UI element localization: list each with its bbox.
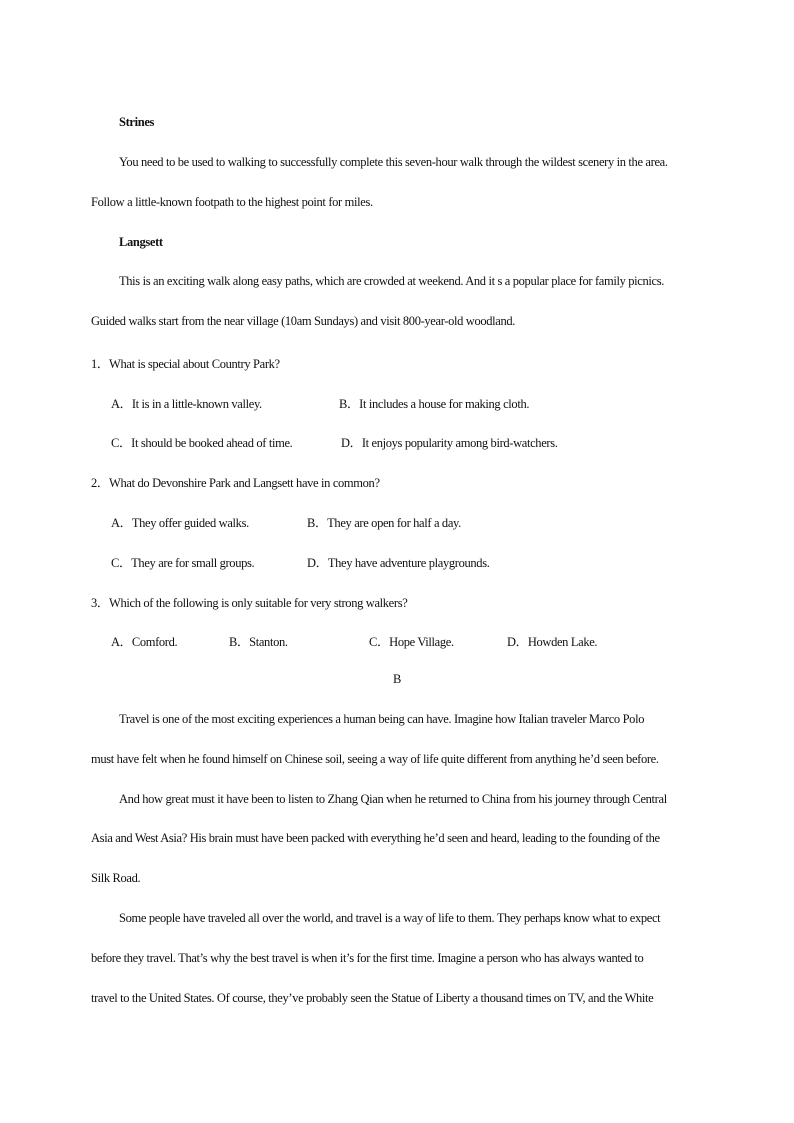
section-b-line-5: Silk Road. [91, 871, 141, 885]
section-b-line-8: travel to the United States. Of course, they’ve probably seen the Statue of Liberty a thousand times on TV, and the White [91, 991, 654, 1005]
langsett-paragraph-line-2: Guided walks start from the near village (10am Sundays) and visit 800-year-old woodland. [91, 314, 516, 328]
section-b-line-7: before they travel. That’s why the best travel is when it’s for the first time. Imagine a person who has always wanted to [91, 951, 644, 965]
question-2-option-c: C．They are for small groups. [111, 556, 255, 570]
question-3-option-a: A．Comford. [111, 635, 178, 649]
strines-paragraph-line-2: Follow a little-known footpath to the highest point for miles. [91, 195, 373, 209]
question-1-option-c: C．It should be booked ahead of time. [111, 436, 293, 450]
question-3-option-b: B．Stanton. [229, 635, 288, 649]
langsett-paragraph-line-1: This is an exciting walk along easy paths, which are crowded at weekend. And it s a popular place for family picnics. [119, 274, 664, 288]
section-b-line-6: Some people have traveled all over the world, and travel is a way of life to them. They perhaps know what to expect [119, 911, 661, 925]
question-2: 2．What do Devonshire Park and Langsett have in common? [91, 476, 380, 490]
strines-paragraph-line-1: You need to be used to walking to successfully complete this seven-hour walk through the wildest scenery in the area. [119, 155, 668, 169]
section-b-line-2: must have felt when he found himself on Chinese soil, seeing a way of life quite different from anything he’d seen before. [91, 752, 659, 766]
section-b-line-3: And how great must it have been to listen to Zhang Qian when he returned to China from his journey through Central [119, 792, 667, 806]
section-b-line-1: Travel is one of the most exciting experiences a human being can have. Imagine how Italian traveler Marco Polo [119, 712, 645, 726]
question-2-option-b: B．They are open for half a day. [307, 516, 461, 530]
question-3: 3．Which of the following is only suitable for very strong walkers? [91, 596, 408, 610]
section-b-line-4: Asia and West Asia? His brain must have been packed with everything he’d seen and heard, leading to the founding of the [91, 831, 660, 845]
question-1: 1．What is special about Country Park? [91, 357, 280, 371]
question-3-option-d: D．Howden Lake. [507, 635, 598, 649]
question-1-option-a: A．It is in a little-known valley. [111, 397, 262, 411]
question-1-option-d: D．It enjoys popularity among bird-watchers. [341, 436, 558, 450]
question-3-option-c: C．Hope Village. [369, 635, 454, 649]
section-heading-strines: Strines [119, 115, 155, 129]
section-heading-langsett: Langsett [119, 235, 163, 249]
question-2-option-a: A．They offer guided walks. [111, 516, 249, 530]
question-1-option-b: B．It includes a house for making cloth. [339, 397, 530, 411]
question-2-option-d: D．They have adventure playgrounds. [307, 556, 490, 570]
section-b-heading: B [393, 672, 401, 686]
